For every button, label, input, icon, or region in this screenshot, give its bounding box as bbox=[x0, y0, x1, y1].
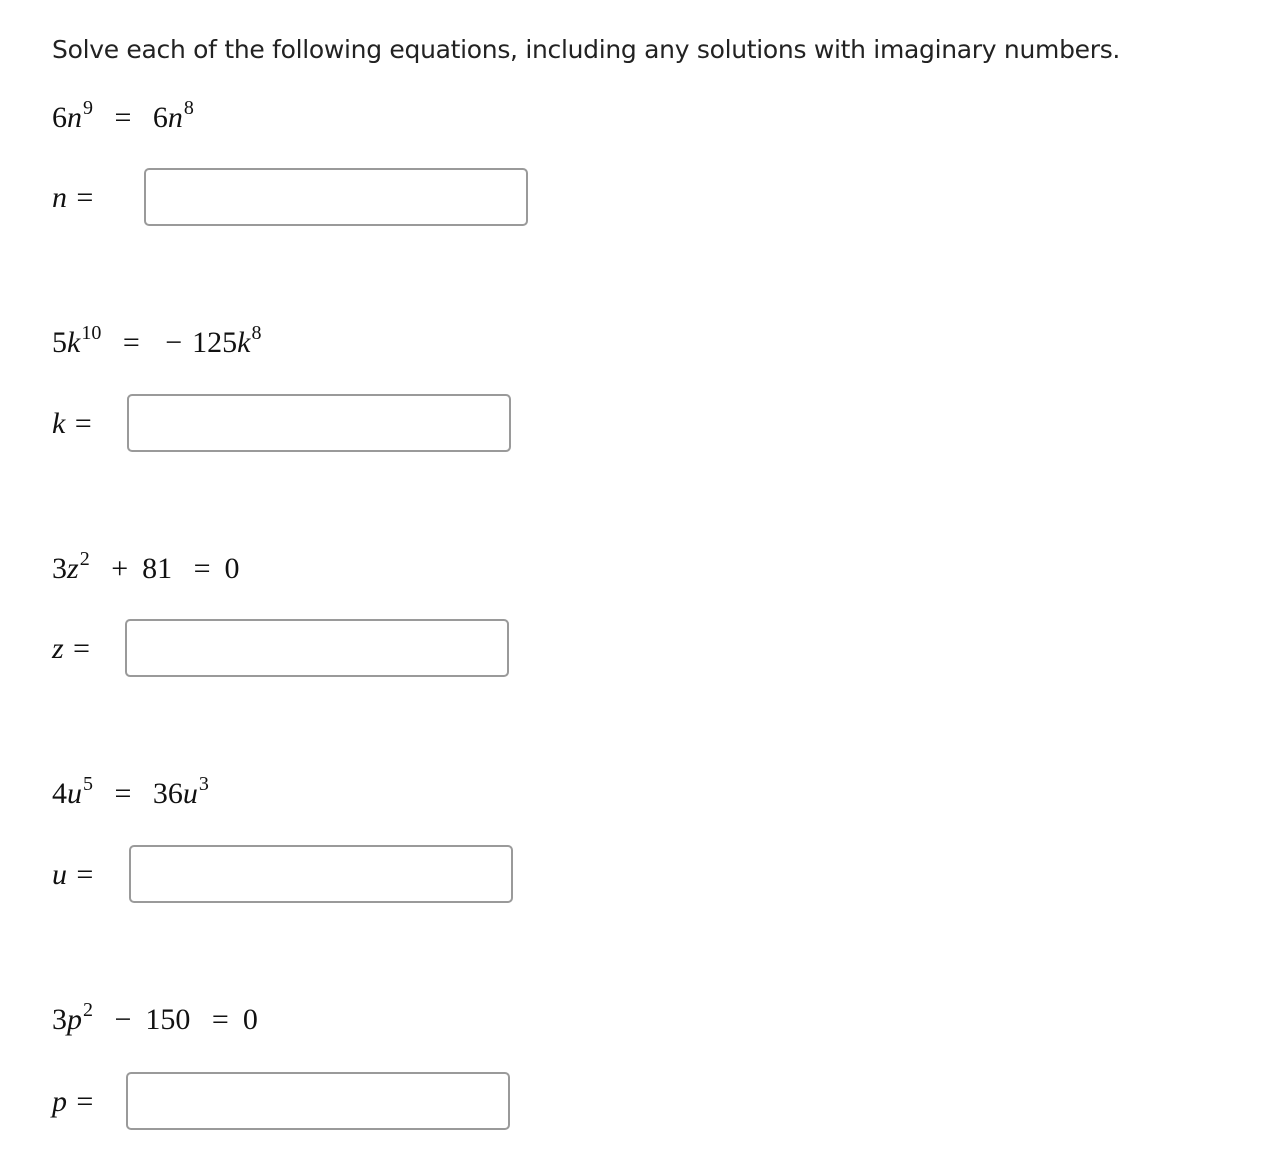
eq1-rhs-exp: 8 bbox=[183, 97, 194, 119]
answer-label-u bbox=[52, 845, 95, 905]
eq2-lhs-var: k bbox=[67, 326, 81, 359]
equation-4 bbox=[52, 774, 209, 814]
equation-5 bbox=[52, 1000, 258, 1040]
eq1-lhs-coef: 6 bbox=[52, 101, 67, 134]
eq2-rhs-exp: 8 bbox=[251, 322, 262, 344]
eq1-rhs-var: n bbox=[167, 101, 183, 134]
answer-label-p bbox=[52, 1072, 95, 1132]
answer-input-n[interactable] bbox=[144, 168, 528, 226]
eq2-minus-sign: − bbox=[165, 326, 183, 359]
eq4-lhs-exp: 5 bbox=[83, 773, 93, 795]
answer-label-p-text: p = bbox=[52, 1085, 95, 1118]
answer-input-u[interactable] bbox=[129, 845, 513, 903]
eq3-plus: + bbox=[111, 552, 129, 585]
eq3-equals: = bbox=[193, 552, 211, 585]
eq2-rhs-coef: 125 bbox=[192, 326, 238, 359]
answer-label-k bbox=[52, 394, 93, 454]
eq4-rhs-coef: 36 bbox=[152, 777, 183, 810]
eq2-equals: = bbox=[122, 326, 140, 359]
answer-label-n bbox=[52, 168, 95, 228]
eq2-rhs-var: k bbox=[237, 326, 251, 359]
eq3-rhs: 0 bbox=[224, 552, 240, 585]
eq5-minus: − bbox=[114, 1003, 132, 1036]
equation-2 bbox=[52, 323, 262, 363]
eq1-equals: = bbox=[114, 101, 132, 134]
eq5-rhs: 0 bbox=[242, 1003, 258, 1036]
eq4-rhs-exp: 3 bbox=[198, 773, 209, 795]
equation-1 bbox=[52, 98, 194, 138]
eq2-lhs-exp: 10 bbox=[81, 322, 102, 344]
eq5-exp: 2 bbox=[83, 999, 93, 1021]
eq1-lhs-var: n bbox=[67, 101, 82, 134]
answer-input-z[interactable] bbox=[125, 619, 509, 677]
answer-input-p[interactable] bbox=[126, 1072, 510, 1130]
eq4-lhs-var: u bbox=[67, 777, 82, 810]
answer-label-z bbox=[52, 619, 91, 679]
eq3-var: z bbox=[67, 552, 79, 585]
eq3-exp: 2 bbox=[79, 548, 90, 570]
equation-3 bbox=[52, 549, 240, 589]
eq5-const: 150 bbox=[145, 1003, 191, 1036]
eq2-lhs-coef: 5 bbox=[52, 326, 67, 359]
eq4-equals: = bbox=[114, 777, 132, 810]
eq5-coef: 3 bbox=[52, 1003, 67, 1036]
eq1-lhs-exp: 9 bbox=[83, 97, 93, 119]
answer-label-k-text: k = bbox=[52, 407, 94, 440]
eq4-rhs-var: u bbox=[182, 777, 198, 810]
eq5-equals: = bbox=[211, 1003, 229, 1036]
eq3-coef: 3 bbox=[52, 552, 67, 585]
eq5-var: p bbox=[67, 1003, 82, 1036]
eq4-lhs-coef: 4 bbox=[52, 777, 67, 810]
answer-label-z-text: z = bbox=[52, 632, 92, 665]
answer-label-u-text: u = bbox=[52, 858, 95, 891]
instructions-text: Solve each of the following equations, including any solutions with imaginary numbers. bbox=[52, 35, 1121, 64]
answer-input-k[interactable] bbox=[127, 394, 511, 452]
answer-label-n-text: n = bbox=[52, 181, 95, 214]
eq3-const: 81 bbox=[142, 552, 173, 585]
eq1-rhs-coef: 6 bbox=[152, 101, 168, 134]
